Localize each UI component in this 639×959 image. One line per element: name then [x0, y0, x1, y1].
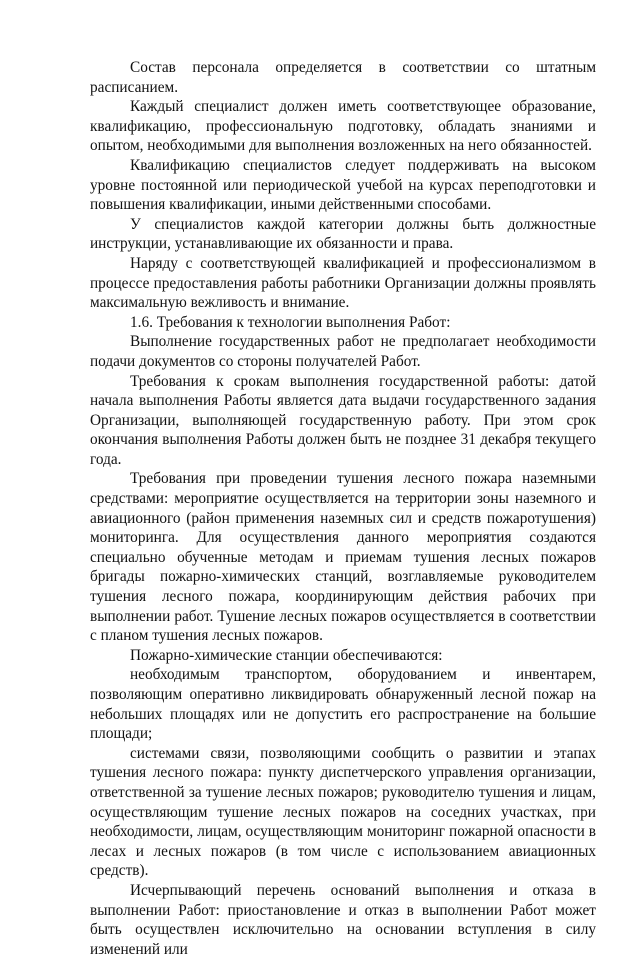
paragraph-courtesy: Наряду с соответствующей квалификацией и профессионализмом в процессе предоставления работы работники Организации должны проявлять максимальную вежливость и внимание. [90, 254, 596, 312]
paragraph-qualification-maintenance: Квалификацию специалистов следует поддерживать на высоком уровне постоянной или периодической учебой на курсах переподготовки и повышения квалификации, иными действенными способами. [90, 156, 596, 214]
list-item-transport: необходимым транспортом, оборудованием и инвентарем, позволяющим оперативно ликвидировать обнаруженный лесной пожар на небольших площадях или не допустить его распространение на большие площади; [90, 666, 596, 743]
paragraph-staff-composition: Состав персонала определяется в соответствии со штатным расписанием. [90, 59, 596, 96]
paragraph-job-instructions: У специалистов каждой категории должны быть должностные инструкции, устанавливающие их обязанности и права. [90, 215, 596, 253]
document-page [90, 58, 596, 959]
section-heading-1-6: 1.6. Требования к технологии выполнения Работ: [130, 313, 451, 331]
paragraph-stations-equipped: Пожарно-химические станции обеспечиваются: [130, 646, 443, 664]
paragraph-no-documents: Выполнение государственных работ не предполагает необходимости подачи документов со стороны получателей Работ. [90, 333, 596, 370]
paragraph-deadlines: Требования к срокам выполнения государственной работы: датой начала выполнения Работы является дата выдачи государственного задания Организации, выполняющей государственную работу. При этом срок окончания выполнения Работы должен быть не позднее 31 декабря текущего года. [90, 372, 596, 468]
paragraph-ground-firefighting: Требования при проведении тушения лесного пожара наземными средствами: мероприятие осуществляется на территории зоны наземного и авиационного (район применения наземных сил и средств пожаротушения) мониторинга. Для осуществления данного мероприятия создаются специально обученные методам и приемам тушения лесных пожаров бригады пожарно-химических станций, возглавляемые руководителем тушения лесного пожара, координирующим действия рабочих при выполнении работ. Тушение лесных пожаров осуществляется в соответствии с планом тушения лесных пожаров. [90, 470, 596, 645]
paragraph-specialist-education: Каждый специалист должен иметь соответствующее образование, квалификацию, профессиональную подготовку, обладать знаниями и опытом, необходимыми для выполнения возложенных на него обязанностей. [90, 98, 596, 155]
list-item-communication: системами связи, позволяющими сообщить о развитии и этапах тушения лесного пожара: пункту диспетчерского управления организации, ответственной за тушение лесных пожаров; руководителю тушения и лицам, осуществляющим тушение лесных пожаров на соседних участках, при необходимости, лицам, осуществляющим мониторинг пожарной опасности в лесах и лесных пожаров (в том числе с использованием авиационных средств). [90, 744, 596, 880]
paragraph-refusal-grounds: Исчерпывающий перечень оснований выполнения и отказа в выполнении Работ: приостановление и отказ в выполнении Работ может быть осуществлен исключительно на основании вступления в силу изменений или [90, 881, 596, 958]
